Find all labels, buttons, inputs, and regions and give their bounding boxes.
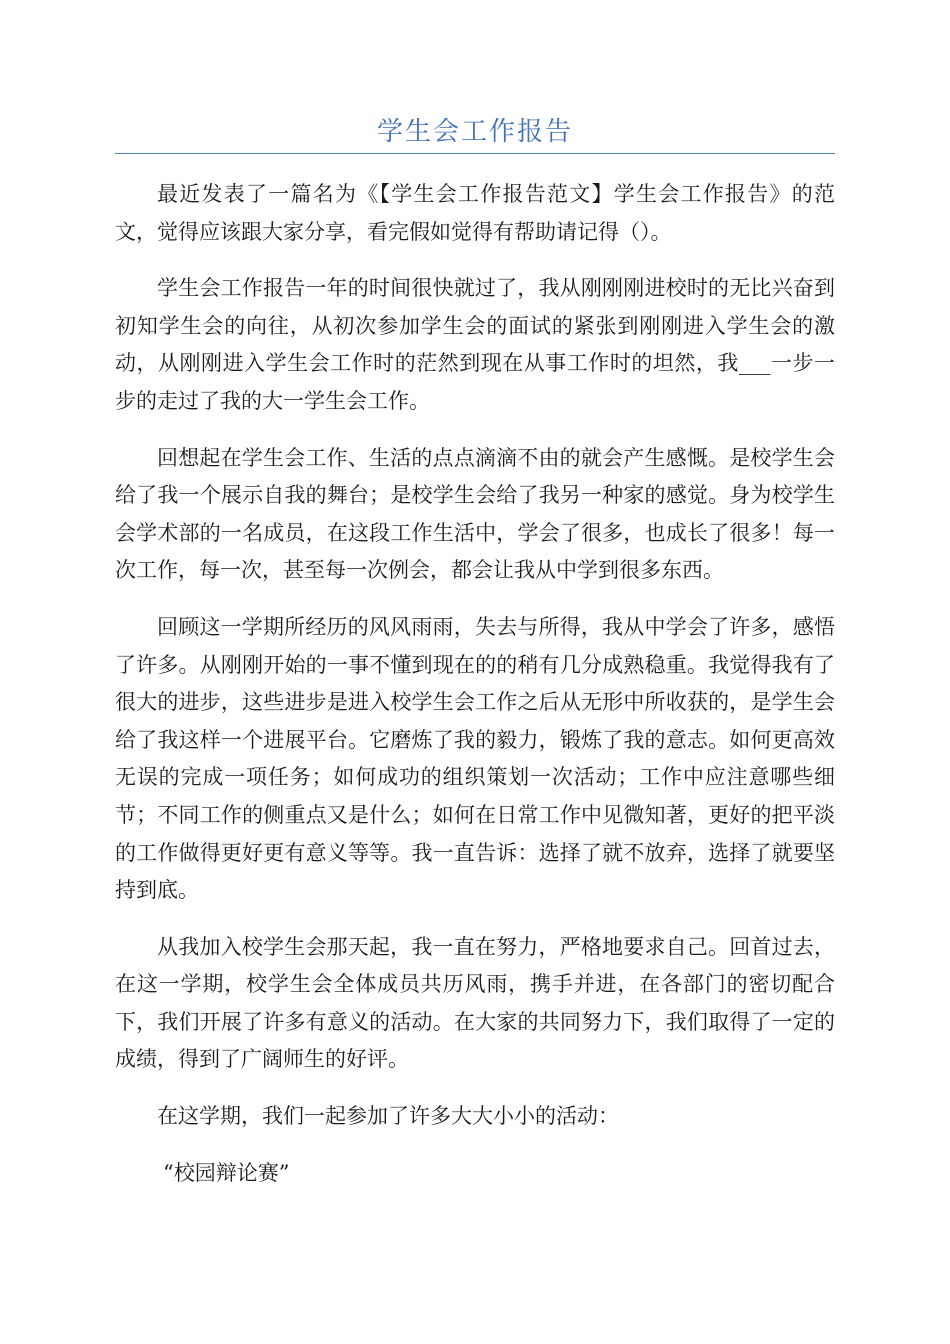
paragraph-recollection: 回想起在学生会工作、生活的点点滴滴不由的就会产生感慨。是校学生会给了我一个展示自我的舞台；是校学生会给了我另一种家的感觉。身为校学生会学术部的一名成员，在这段工作生活中，学会了很多，也成长了很多！每一次工作，每一次，甚至每一次例会，都会让我从中学到很多东西。 — [115, 445, 835, 583]
paragraph-since-joining: 从我加入校学生会那天起，我一直在努力，严格地要求自己。回首过去，在这一学期，校学生会全体成员共历风雨，携手并进，在各部门的密切配合下，我们开展了许多有意义的活动。在大家的共同努力下，我们取得了一定的成绩，得到了广阔师生的好评。 — [115, 934, 835, 1072]
paragraph-intro: 最近发表了一篇名为《【学生会工作报告范文】学生会工作报告》的范文，觉得应该跟大家分享，看完假如觉得有帮助请记得（）。 — [115, 182, 835, 244]
paragraph-activities-intro: 在这学期，我们一起参加了许多大大小小的活动： — [157, 1104, 619, 1129]
title-underline — [115, 153, 835, 154]
paragraph-review: 回顾这一学期所经历的风风雨雨，失去与所得，我从中学会了许多，感悟了许多。从刚刚开始的一事不懂到现在的的稍有几分成熟稳重。我觉得我有了很大的进步，这些进步是进入校学生会工作之后从无形中所收获的，是学生会给了我这样一个进展平台。它磨炼了我的毅力，锻炼了我的意志。如何更高效无误的完成一项任务；如何成功的组织策划一次活动；工作中应注意哪些细节；不同工作的侧重点又是什么；如何在日常工作中见微知著，更好的把平淡的工作做得更好更有意义等等。我一直告诉：选择了就不放弃，选择了就要坚持到底。 — [115, 614, 835, 903]
document-title: 学生会工作报告 — [376, 117, 573, 147]
activity-item-debate: “校园辩论赛” — [163, 1160, 290, 1185]
document-body — [115, 176, 835, 1211]
paragraph-one-year: 学生会工作报告一年的时间很快就过了，我从刚刚刚进校时的无比兴奋到初知学生会的向往，从初次参加学生会的面试的紧张到刚刚进入学生会的激动，从刚刚进入学生会工作时的茫然到现在从事工作时的坦然，我___一步一步的走过了我的大一学生会工作。 — [115, 276, 835, 413]
